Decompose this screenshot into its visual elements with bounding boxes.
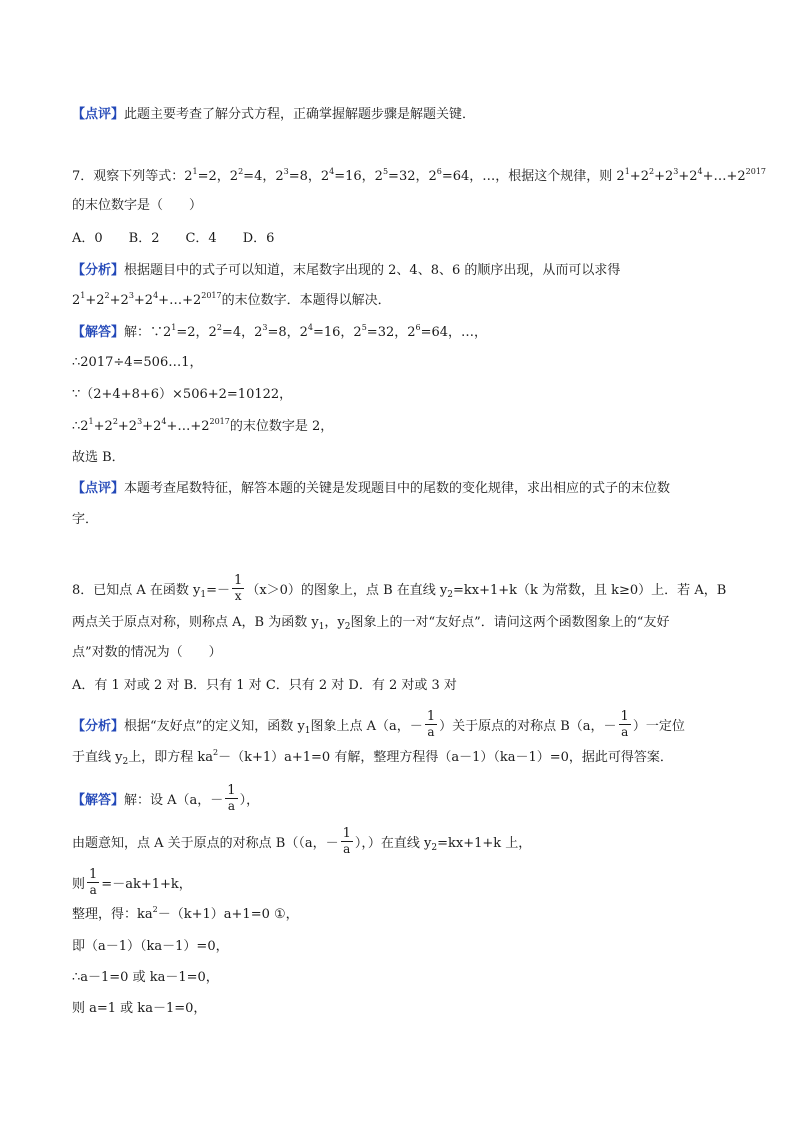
q7-answer-step2: ∴2017÷4=506…1， [72,355,203,370]
q7-answer: 【解答】解：$\because 2^1=2$，$2^2=4$，$2^3=8$，$2^4=16$，$2^5=32$，$2^6=64$，…， [72,323,488,340]
fraction-1-over-a: $\frac{1}{a}$ [620,709,629,739]
fraction-1-over-a: $\frac{1}{a}$ [342,826,351,856]
q8-answer-step4: 整理，得：$ka^2-(k+1)a+1=0$ ①， [72,905,299,922]
q8-stem-line2: 两点关于原点对称，则称点 A，B 为函数 $y_1$，$y_2$图象上的一对“友好点”．请问这两个函数图象上的“友好 [72,615,670,632]
fraction-1-over-x: $\frac{1}{x}$ [234,573,243,603]
q6-comment: 【点评】此题主要考查了解分式方程，正确掌握解题步骤是解题关键． [72,107,476,122]
q7-answer-step5: 故选 B． [72,450,125,465]
q7-answer-step4: $\therefore 2^1+2^2+2^3+2^4+\dots+2^{2017}$的末位数字是 2， [72,417,334,434]
analysis-tag: 【分析】 [72,719,125,734]
q8-answer-step7: 则 a=1 或 ka－1=0， [72,1001,207,1016]
q7-answer-step3: ∵（2+4+8+6）×506+2=10122， [72,387,293,402]
q7-stem-line2: 的末位数字是（ ） [72,198,203,213]
comment-tag: 【点评】 [72,107,125,122]
q8-stem-line3: 点”对数的情况为（ ） [72,645,222,660]
fraction-1-over-a: $\frac{1}{a}$ [426,709,436,739]
q7-comment: 【点评】本题考查尾数特征，解答本题的关键是发现题目中的尾数的变化规律，求出相应的式子的末位数 [72,481,671,496]
q8-answer-step2: 由题意知，点 A 关于原点的对称点 B（（a，－ $\frac{1}{a}$ ），）在直线 $y_2=kx+1+k$ 上， [72,826,532,856]
q8-answer: 【解答】解：设 A（a，－ $\frac{1}{a}$ ）， [72,783,260,813]
q8-answer-step5: 即（a－1）（ka－1）=0， [72,939,229,954]
answer-tag: 【解答】 [72,793,125,808]
q7-analysis-line2: $2^1+2^2+2^3+2^4+\dots+2^{2017}$的末位数字．本题得以解决． [72,291,391,308]
fraction-1-over-a: $\frac{1}{a}$ [227,783,236,813]
comment-tag: 【点评】 [72,481,125,496]
q8-stem: 8．已知点 A 在函数 $y_1=-$ $\frac{1}{x}$ （x＞0）的图象上，点 B 在直线 $y_2=kx+1+k(k$ 为常数，且 k≥0）上．若 A，B [72,573,727,603]
q7-analysis: 【分析】根据题目中的式子可以知道，末尾数字出现的 2、4、8、6 的顺序出现，从而可以求得 [72,263,621,278]
q7-comment-line2: 字． [72,512,99,527]
q8-analysis: 【分析】根据“友好点”的定义知，函数 $y_1$图象上点 A（a，－ $\frac{1}{a}$ ）关于原点的对称点 B（a，－ $\frac{1}{a}$ ）一定位 [72,709,685,739]
q8-answer-step3: 则 $\frac{1}{a}$ =－ak+1+k， [72,867,192,897]
q8-answer-step6: ∴a－1=0 或 ka－1=0， [72,970,219,985]
q8-analysis-line2: 于直线 $y_2$上，即方程 $ka^2-(k+1)a+1=0$ 有解，整理方程得（a－1）（ka－1）=0，据此可得答案． [72,748,673,767]
q7-stem: 7．观察下列等式：$2^1=2$，$2^2=4$，$2^3=8$，$2^4=16$，$2^5=32$，$2^6=64$，…，根据这个规律，则 $2^1+2^2+2^3+2^4+\dots+2^{2017}$ [72,167,767,184]
q8-options: A．有 1 对或 2 对 B．只有 1 对 C．只有 2 对 D．有 2 对或 3 对 [72,678,457,693]
q7-options: A．0 B．2 C．4 D．6 [72,231,275,246]
answer-tag: 【解答】 [72,325,125,340]
analysis-tag: 【分析】 [72,263,125,278]
fraction-1-over-a: $\frac{1}{a}$ [89,867,98,897]
